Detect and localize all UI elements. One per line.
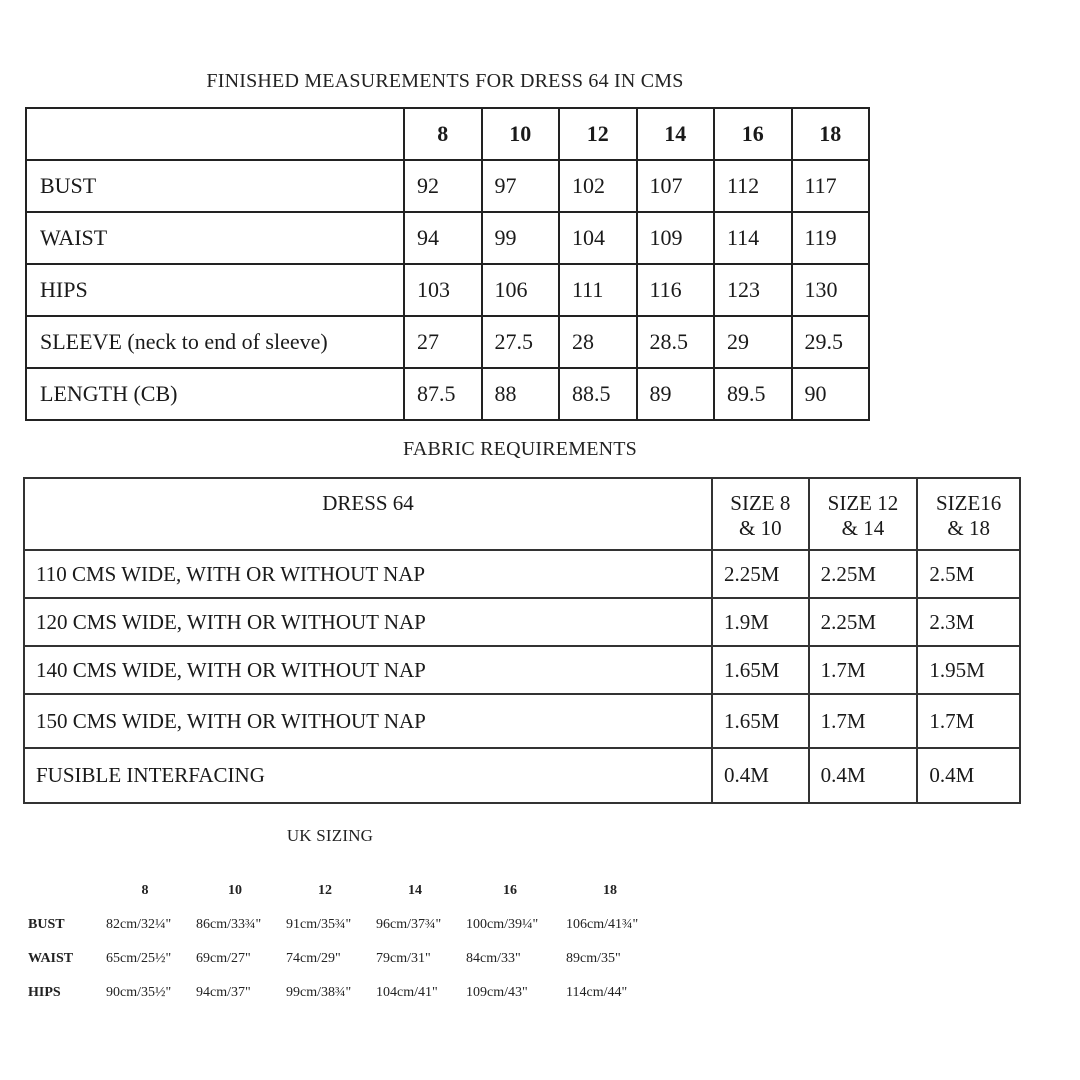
row-label: WAIST [28,951,74,966]
size-header: 8 [404,108,482,160]
table-cell: 87.5 [404,368,482,420]
row-label: 120 CMS WIDE, WITH OR WITHOUT NAP [24,598,712,646]
table-row [26,316,869,368]
table-cell: 97 [482,160,560,212]
row-label: BUST [28,917,65,932]
table-cell: 89cm/35" [566,951,621,966]
table-row [26,368,869,420]
header-line: & 18 [947,516,990,540]
table-row [26,264,869,316]
table-cell: 2.3M [917,598,1020,646]
table-cell: 116 [637,264,715,316]
table-cell: 1.7M [809,694,918,748]
table-cell: 88.5 [559,368,637,420]
table-cell: 86cm/33¾" [196,917,262,932]
table-cell: 104 [559,212,637,264]
table-cell: 104cm/41" [376,985,438,1000]
table-cell: 0.4M [917,748,1020,803]
table-cell: 1.65M [712,646,809,694]
finished-header-row [26,108,869,160]
table-cell: 92 [404,160,482,212]
row-label: HIPS [28,985,61,1000]
table-cell: 91cm/35¾" [286,917,352,932]
fabric-header-row [24,478,1020,550]
header-line: & 14 [841,516,885,540]
size-header: 8 [141,883,149,898]
size-header: 10 [228,883,242,898]
uk-sizing-title: UK SIZING [286,826,374,845]
row-label: SLEEVE (neck to end of sleeve) [26,316,404,368]
size-header: 16 [714,108,792,160]
table-cell: 107 [637,160,715,212]
table-row [22,942,660,976]
table-cell: 29 [714,316,792,368]
table-cell: 94cm/37" [196,985,251,1000]
table-cell: 111 [559,264,637,316]
table-cell: 88 [482,368,560,420]
table-cell: 0.4M [712,748,809,803]
fabric-requirements-table [23,477,1021,804]
row-label: 110 CMS WIDE, WITH OR WITHOUT NAP [24,550,712,598]
size-header: 12 [559,108,637,160]
row-label: 150 CMS WIDE, WITH OR WITHOUT NAP [24,694,712,748]
size-header: 18 [792,108,870,160]
table-row [22,908,660,942]
table-cell: 1.95M [917,646,1020,694]
size-column-header [917,478,1020,550]
table-cell: 130 [792,264,870,316]
table-cell: 89.5 [714,368,792,420]
finished-measurements-title: FINISHED MEASUREMENTS FOR DRESS 64 IN CMS [206,70,684,92]
table-row [24,598,1020,646]
table-row [26,212,869,264]
table-cell: 28.5 [637,316,715,368]
table-cell: 84cm/33" [466,951,521,966]
table-cell: 103 [404,264,482,316]
size-column-header [712,478,809,550]
table-cell: 2.25M [809,550,918,598]
table-cell: 119 [792,212,870,264]
size-header: 12 [318,883,332,898]
table-cell: 114 [714,212,792,264]
row-label: BUST [26,160,404,212]
table-cell: 114cm/44" [566,985,628,1000]
header-line: & 10 [739,516,782,540]
row-label: HIPS [26,264,404,316]
header-line: SIZE16 [935,491,1002,515]
uk-header-blank [22,874,100,908]
table-cell: 106 [482,264,560,316]
table-cell: 29.5 [792,316,870,368]
table-cell: 90cm/35½" [106,985,172,1000]
table-cell: 79cm/31" [376,951,431,966]
table-cell: 65cm/25½" [106,951,172,966]
table-cell: 89 [637,368,715,420]
size-header: 14 [637,108,715,160]
size-header: 10 [482,108,560,160]
row-label: LENGTH (CB) [26,368,404,420]
table-cell: 106cm/41¾" [566,917,639,932]
table-cell: 102 [559,160,637,212]
table-cell: 69cm/27" [196,951,251,966]
table-cell: 0.4M [809,748,918,803]
header-line: SIZE 12 [827,491,899,515]
table-cell: 96cm/37¾" [376,917,442,932]
table-cell: 100cm/39¼" [466,917,539,932]
table-cell: 90 [792,368,870,420]
table-cell: 109cm/43" [466,985,528,1000]
table-cell: 28 [559,316,637,368]
table-cell: 82cm/32¼" [106,917,172,932]
table-cell: 2.25M [712,550,809,598]
table-cell: 1.7M [917,694,1020,748]
table-row [24,694,1020,748]
table-cell: 112 [714,160,792,212]
table-cell: 99 [482,212,560,264]
table-cell: 27 [404,316,482,368]
fabric-requirements-title: FABRIC REQUIREMENTS [402,438,637,460]
table-cell: 1.7M [809,646,918,694]
uk-sizing-table [22,874,660,1010]
finished-measurements-table [25,107,870,421]
row-label: WAIST [26,212,404,264]
header-line: SIZE 8 [730,491,791,515]
table-row [22,976,660,1010]
size-column-header [809,478,918,550]
table-row [24,748,1020,803]
uk-header-row [22,874,660,908]
size-header: 14 [408,883,422,898]
table-cell: 2.5M [917,550,1020,598]
table-cell: 74cm/29" [286,951,341,966]
row-label: 140 CMS WIDE, WITH OR WITHOUT NAP [24,646,712,694]
size-header: 16 [503,883,517,898]
table-row [24,550,1020,598]
table-cell: 109 [637,212,715,264]
table-cell: 123 [714,264,792,316]
table-row [26,160,869,212]
table-cell: 99cm/38¾" [286,985,352,1000]
fabric-header-label: DRESS 64 [24,478,712,550]
table-cell: 2.25M [809,598,918,646]
size-header: 18 [603,883,617,898]
table-row [24,646,1020,694]
table-cell: 117 [792,160,870,212]
row-label: FUSIBLE INTERFACING [24,748,712,803]
finished-header-blank [26,108,404,160]
table-cell: 1.65M [712,694,809,748]
table-cell: 27.5 [482,316,560,368]
table-cell: 94 [404,212,482,264]
table-cell: 1.9M [712,598,809,646]
